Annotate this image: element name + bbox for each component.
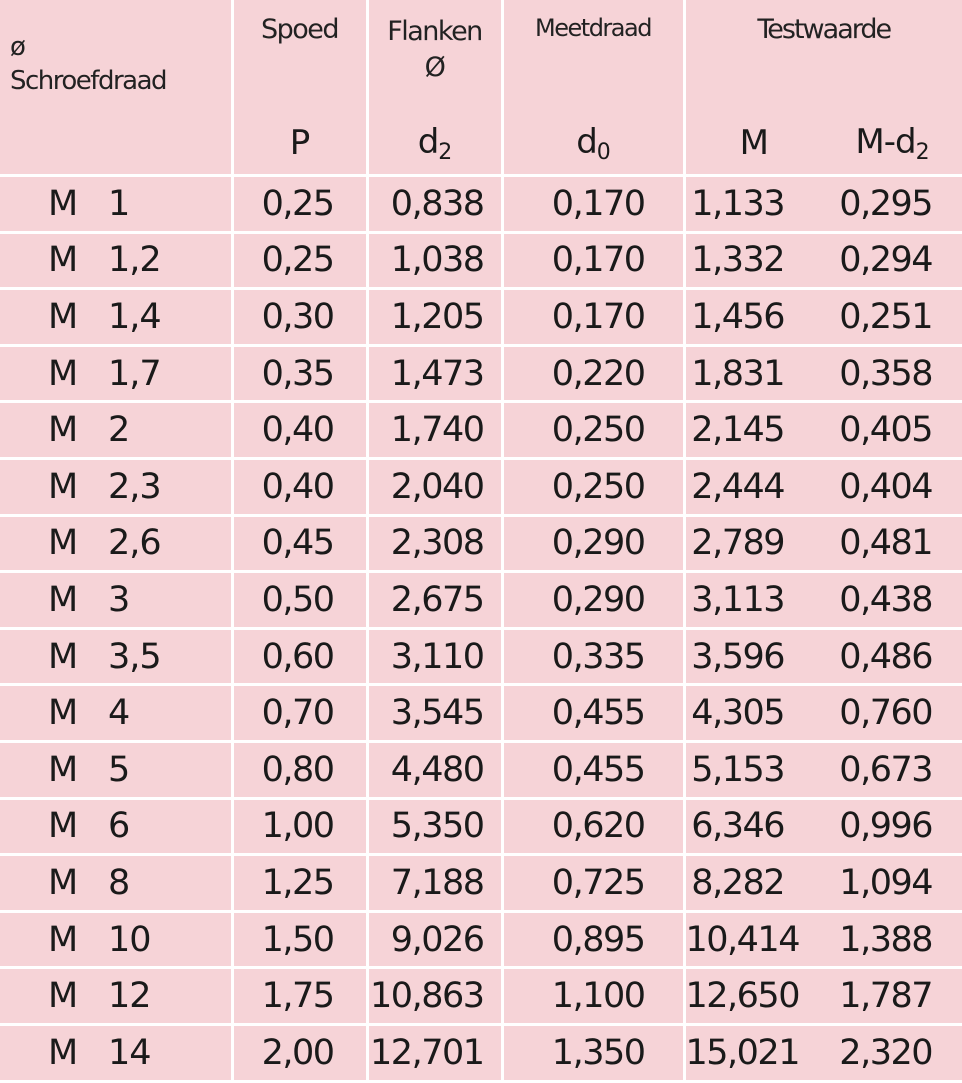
thread-prefix: M: [48, 240, 78, 281]
test-value-m-minus-d2-cell: 0,486: [822, 628, 962, 685]
wire-diameter-cell: 0,335: [502, 628, 684, 685]
flank-diameter-cell: 3,545: [367, 685, 502, 742]
test-value-m-minus-d2-cell: 1,094: [822, 855, 962, 912]
thread-size: 1,7: [108, 353, 161, 394]
pitch-cell: 0,45: [232, 515, 367, 572]
pitch-cell: 0,25: [232, 232, 367, 289]
table-row: [0, 911, 962, 968]
thread-designation-cell: [0, 176, 232, 233]
thread-designation-cell: [0, 232, 232, 289]
table-row: [0, 855, 962, 912]
pitch-cell: 1,25: [232, 855, 367, 912]
test-value-m-minus-d2-cell: 0,405: [822, 402, 962, 459]
flank-diameter-cell: 0,838: [367, 176, 502, 233]
test-value-m-cell: 1,831: [684, 345, 822, 402]
test-value-m-minus-d2-cell: 0,438: [822, 572, 962, 629]
wire-diameter-cell: 0,290: [502, 515, 684, 572]
test-value-m-cell: 10,414: [684, 911, 822, 968]
test-value-m-minus-d2-cell: 0,294: [822, 232, 962, 289]
thread-prefix: M: [48, 693, 78, 734]
thread-prefix: M: [48, 976, 78, 1017]
thread-designation-cell: [0, 741, 232, 798]
thread-prefix: M: [48, 1032, 78, 1073]
thread-size: 1,4: [108, 296, 161, 337]
d2-subscript: 2: [438, 139, 452, 165]
pitch-cell: 0,70: [232, 685, 367, 742]
flank-diameter-cell: 7,188: [367, 855, 502, 912]
wire-diameter-cell: 0,250: [502, 458, 684, 515]
d0-subscript: 0: [596, 139, 610, 165]
thread-size: 10: [108, 919, 151, 960]
flank-diameter-cell: 4,480: [367, 741, 502, 798]
table-row: [0, 402, 962, 459]
thread-prefix: M: [48, 523, 78, 564]
test-value-m-minus-d2-cell: 0,481: [822, 515, 962, 572]
thread-prefix: M: [48, 749, 78, 790]
flank-diameter-cell: 10,863: [367, 968, 502, 1025]
thread-prefix: M: [48, 806, 78, 847]
test-value-m-minus-d2-cell: 1,787: [822, 968, 962, 1025]
table-body: [0, 176, 962, 1082]
wire-diameter-cell: 0,895: [502, 911, 684, 968]
header-symbol-empty: [0, 112, 232, 176]
thread-prefix: M: [48, 579, 78, 620]
d2-base: d: [417, 121, 439, 162]
test-value-m-cell: 2,145: [684, 402, 822, 459]
thread-size: 2,6: [108, 523, 161, 564]
header-symbol-p: P: [232, 112, 367, 176]
test-value-m-cell: 2,789: [684, 515, 822, 572]
pitch-cell: 0,35: [232, 345, 367, 402]
test-value-m-minus-d2-cell: 0,295: [822, 176, 962, 233]
thread-size: 8: [108, 862, 130, 903]
pitch-cell: 0,50: [232, 572, 367, 629]
thread-size: 4: [108, 693, 130, 734]
pitch-cell: 1,75: [232, 968, 367, 1025]
header-schroefdraad: [0, 0, 232, 112]
flank-diameter-cell: 12,701: [367, 1024, 502, 1081]
thread-designation-cell: [0, 1024, 232, 1081]
thread-designation-cell: [0, 685, 232, 742]
pitch-cell: 0,25: [232, 176, 367, 233]
table-row: [0, 176, 962, 233]
thread-designation-cell: [0, 798, 232, 855]
test-value-m-minus-d2-cell: 2,320: [822, 1024, 962, 1081]
wire-diameter-cell: 0,455: [502, 741, 684, 798]
test-value-m-cell: 2,444: [684, 458, 822, 515]
table-row: [0, 798, 962, 855]
d0-base: d: [576, 121, 597, 162]
thread-size: 2,3: [108, 466, 161, 507]
thread-designation-cell: [0, 572, 232, 629]
table-row: [0, 458, 962, 515]
pitch-cell: 2,00: [232, 1024, 367, 1081]
table-row: [0, 628, 962, 685]
test-value-m-minus-d2-cell: 0,358: [822, 345, 962, 402]
thread-size: 3,5: [108, 636, 161, 677]
thread-designation-cell: [0, 628, 232, 685]
pitch-cell: 0,40: [232, 458, 367, 515]
header-testwaarde: Testwaarde: [684, 0, 962, 112]
wire-diameter-cell: 0,170: [502, 176, 684, 233]
test-value-m-cell: 4,305: [684, 685, 822, 742]
thread-designation-cell: [0, 968, 232, 1025]
wire-diameter-cell: 0,725: [502, 855, 684, 912]
thread-prefix: M: [48, 296, 78, 337]
thread-size: 2: [108, 410, 130, 451]
flank-diameter-cell: 1,473: [367, 345, 502, 402]
test-value-m-cell: 5,153: [684, 741, 822, 798]
table-header: [0, 0, 962, 176]
test-value-m-minus-d2-cell: 0,673: [822, 741, 962, 798]
table-row: [0, 1024, 962, 1081]
pitch-cell: 0,30: [232, 289, 367, 346]
thread-size: 1,2: [108, 240, 161, 281]
wire-diameter-cell: 0,170: [502, 232, 684, 289]
table-row: [0, 232, 962, 289]
test-value-m-minus-d2-cell: 0,251: [822, 289, 962, 346]
test-value-m-cell: 1,332: [684, 232, 822, 289]
flank-diameter-cell: 3,110: [367, 628, 502, 685]
test-value-m-cell: 15,021: [684, 1024, 822, 1081]
header-symbol-m-d2: [822, 112, 962, 176]
pitch-cell: 1,50: [232, 911, 367, 968]
test-value-m-cell: 1,456: [684, 289, 822, 346]
wire-diameter-cell: 0,170: [502, 289, 684, 346]
m-d2-subscript: 2: [915, 139, 929, 165]
thread-prefix: M: [48, 353, 78, 394]
wire-diameter-cell: 0,290: [502, 572, 684, 629]
table-row: [0, 572, 962, 629]
pitch-cell: 1,00: [232, 798, 367, 855]
thread-prefix: M: [48, 919, 78, 960]
pitch-cell: 0,80: [232, 741, 367, 798]
header-row-symbols: [0, 112, 962, 176]
test-value-m-minus-d2-cell: 0,996: [822, 798, 962, 855]
thread-prefix: M: [48, 183, 78, 224]
test-value-m-cell: 6,346: [684, 798, 822, 855]
table-row: [0, 685, 962, 742]
header-flanken-label: Flanken: [387, 16, 482, 47]
test-value-m-cell: 1,133: [684, 176, 822, 233]
m-d2-base: M-d: [855, 121, 916, 162]
header-schroefdraad-label: Schroefdraad: [10, 66, 167, 96]
test-value-m-cell: 3,596: [684, 628, 822, 685]
thread-size: 12: [108, 976, 151, 1017]
flank-diameter-cell: 1,740: [367, 402, 502, 459]
test-value-m-minus-d2-cell: 0,760: [822, 685, 962, 742]
thread-prefix: M: [48, 466, 78, 507]
flank-diameter-cell: 1,205: [367, 289, 502, 346]
wire-diameter-cell: 0,250: [502, 402, 684, 459]
flank-diameter-cell: 2,040: [367, 458, 502, 515]
thread-designation-cell: [0, 345, 232, 402]
table-row: [0, 741, 962, 798]
header-symbol-m: M: [684, 112, 822, 176]
wire-diameter-cell: 1,100: [502, 968, 684, 1025]
thread-prefix: M: [48, 636, 78, 677]
header-flanken: [367, 0, 502, 112]
header-symbol-d2: [367, 112, 502, 176]
wire-diameter-cell: 1,350: [502, 1024, 684, 1081]
diameter-symbol: ø: [10, 32, 25, 62]
table-row: [0, 289, 962, 346]
pitch-cell: 0,40: [232, 402, 367, 459]
flank-diameter-cell: 2,675: [367, 572, 502, 629]
flank-diameter-cell: 9,026: [367, 911, 502, 968]
thread-size: 6: [108, 806, 130, 847]
thread-designation-cell: [0, 515, 232, 572]
test-value-m-cell: 12,650: [684, 968, 822, 1025]
thread-prefix: M: [48, 862, 78, 903]
wire-diameter-cell: 0,455: [502, 685, 684, 742]
table-row: [0, 968, 962, 1025]
thread-designation-cell: [0, 402, 232, 459]
test-value-m-minus-d2-cell: 1,388: [822, 911, 962, 968]
flank-diameter-cell: 5,350: [367, 798, 502, 855]
wire-diameter-cell: 0,620: [502, 798, 684, 855]
header-flanken-symbol: Ø: [424, 52, 445, 83]
thread-size: 3: [108, 579, 130, 620]
wire-diameter-cell: 0,220: [502, 345, 684, 402]
flank-diameter-cell: 2,308: [367, 515, 502, 572]
flank-diameter-cell: 1,038: [367, 232, 502, 289]
test-value-m-cell: 3,113: [684, 572, 822, 629]
thread-size: 5: [108, 749, 130, 790]
table-row: [0, 515, 962, 572]
thread-designation-cell: [0, 855, 232, 912]
thread-designation-cell: [0, 911, 232, 968]
table-row: [0, 345, 962, 402]
thread-size: 1: [108, 183, 130, 224]
header-meetdraad: Meetdraad: [502, 0, 684, 112]
header-spoed: Spoed: [232, 0, 367, 112]
test-value-m-cell: 8,282: [684, 855, 822, 912]
thread-designation-cell: [0, 289, 232, 346]
test-value-m-minus-d2-cell: 0,404: [822, 458, 962, 515]
thread-designation-cell: [0, 458, 232, 515]
pitch-cell: 0,60: [232, 628, 367, 685]
header-symbol-d0: [502, 112, 684, 176]
thread-size: 14: [108, 1032, 151, 1073]
header-row-labels: [0, 0, 962, 112]
thread-prefix: M: [48, 410, 78, 451]
